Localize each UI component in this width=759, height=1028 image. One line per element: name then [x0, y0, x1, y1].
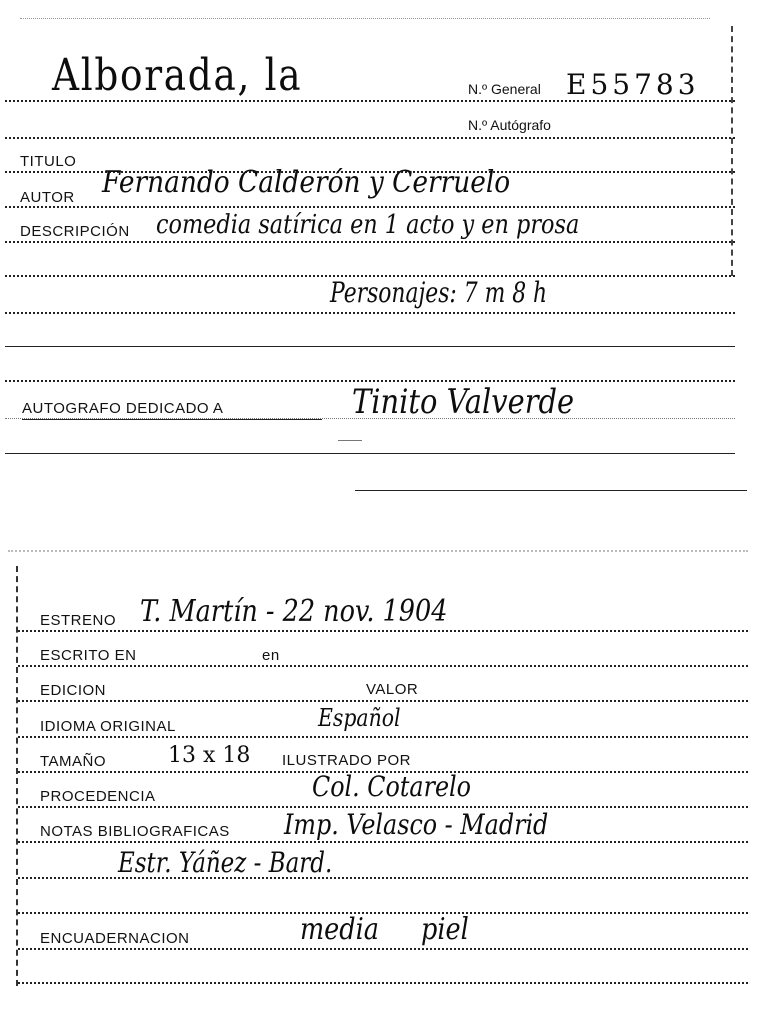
autografo-dedicado-rule	[5, 418, 735, 419]
estreno-label: ESTRENO	[40, 612, 117, 629]
personajes-value: Personajes: 7 m 8 h	[330, 276, 548, 309]
estreno-rule	[18, 630, 748, 632]
notas-value-line-1: Imp. Velasco - Madrid	[284, 808, 549, 841]
solid-rule-2	[5, 453, 735, 454]
tamano-label: TAMAÑO	[40, 753, 107, 770]
titulo-label: TITULO	[20, 153, 77, 170]
solid-rule-3	[355, 490, 747, 491]
ilustrado-label: ILUSTRADO POR	[282, 752, 412, 769]
idioma-label: IDIOMA ORIGINAL	[40, 718, 176, 735]
encuadernacion-label: ENCUADERNACION	[40, 930, 190, 947]
autografo-dedicado-label: AUTOGRAFO DEDICADO A	[22, 400, 224, 417]
bottom-card-left-border	[16, 566, 18, 986]
descripcion-label: DESCRIPCIÓN	[20, 223, 130, 240]
autor-label: AUTOR	[20, 189, 75, 206]
edicion-rule	[18, 700, 748, 702]
top-card-right-border	[731, 26, 733, 276]
numero-general-value: E55783	[566, 68, 700, 101]
tamano-value: 13 x 18	[168, 743, 251, 768]
procedencia-label: PROCEDENCIA	[40, 788, 156, 805]
encuadernacion-rule	[18, 948, 748, 950]
procedencia-value: Col. Cotarelo	[312, 770, 471, 803]
notas-label: NOTAS BIBLIOGRAFICAS	[40, 823, 230, 840]
notas-value-line-2: Estr. Yáñez - Bard.	[118, 846, 333, 879]
estreno-value: T. Martín - 22 nov. 1904	[140, 594, 448, 629]
autor-value: Fernando Calderón y Cerruelo	[102, 165, 511, 200]
descripcion-value: comedia satírica en 1 acto y en prosa	[156, 210, 580, 240]
numero-general-label: N.º General	[468, 81, 541, 97]
solid-rule-1	[5, 346, 735, 347]
autografo-dedicado-underline	[22, 419, 322, 420]
valor-label: VALOR	[366, 681, 419, 698]
escrito-rule	[18, 665, 748, 667]
idioma-value: Español	[318, 704, 401, 732]
notas-rule-2	[18, 877, 748, 879]
title-rule	[5, 100, 735, 102]
idioma-rule	[18, 736, 748, 738]
encuadernacion-value: media piel	[300, 912, 469, 947]
autor-rule	[5, 206, 735, 208]
escrito-label: ESCRITO EN	[40, 647, 137, 664]
notas-rule	[18, 841, 748, 843]
bottom-rule	[18, 982, 748, 984]
descripcion-rule	[5, 241, 735, 243]
numero-autografo-label: N.º Autógrafo	[468, 117, 551, 133]
escrito-en-label: en	[262, 647, 280, 664]
personajes-rule	[5, 312, 735, 314]
autografo-dedicado-value: Tinito Valverde	[352, 382, 575, 422]
top-edge-rule	[20, 18, 710, 19]
ink-speck	[338, 440, 362, 441]
title-handwritten: Alborada, la	[52, 50, 303, 101]
autografo-rule	[5, 137, 735, 139]
edicion-label: EDICION	[40, 682, 107, 699]
catalog-card-bottom	[0, 540, 759, 1028]
